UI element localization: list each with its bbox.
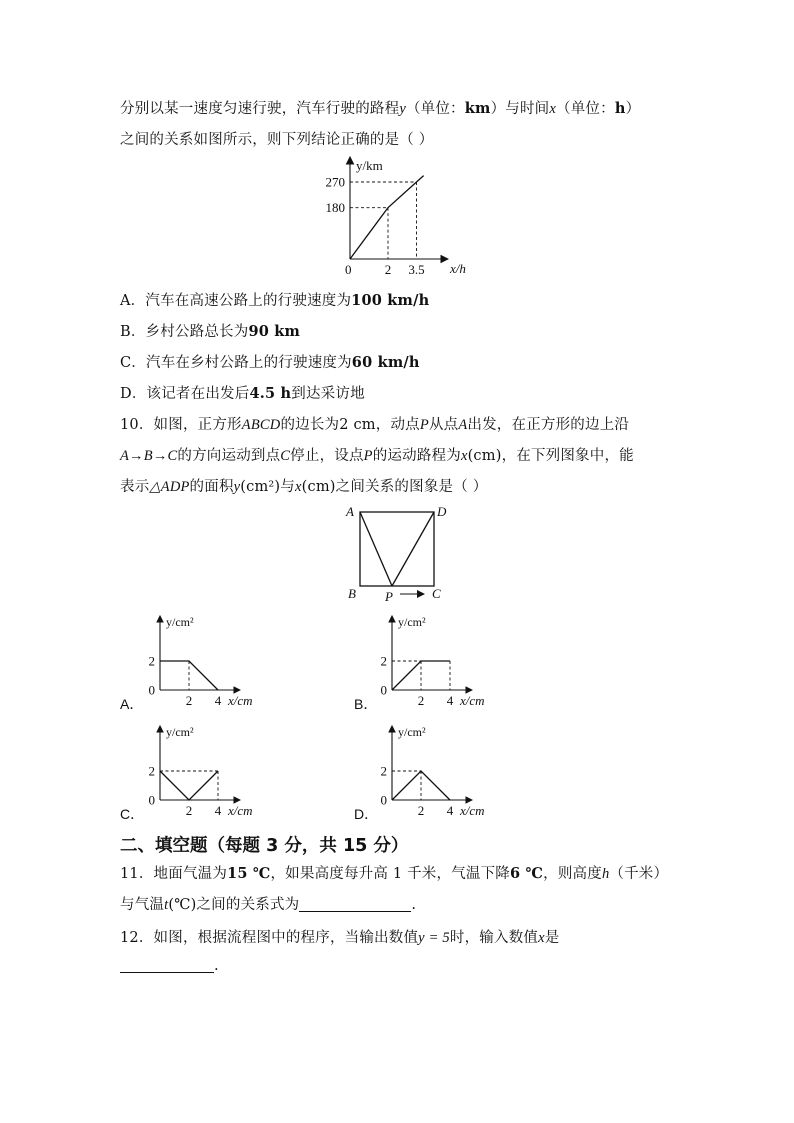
q9-option-b [120, 320, 300, 341]
q10-text: 的方向运动到点 [177, 448, 281, 464]
unit-cm: (cm) [301, 479, 336, 495]
q10-text: 出发，在正方形的边上沿 [467, 417, 630, 433]
q9-option-a [120, 289, 429, 310]
y-tick-label: 2 [148, 763, 155, 779]
q10-text: ，动点 [375, 417, 420, 433]
q10-text: ，在下列图象中，能 [501, 448, 634, 464]
option-text: 到达采访地 [291, 386, 365, 402]
unit-h: h [614, 100, 626, 117]
y-tick-label: 270 [325, 174, 345, 190]
section-title: 二、填空题（每题 3 分，共 15 分） [120, 836, 409, 856]
y-axis-label: y/cm² [398, 725, 426, 739]
origin-label: 0 [148, 792, 155, 808]
x-tick-label: 2 [417, 693, 425, 708]
option-value: 60 km/h [351, 354, 420, 371]
unit-km: km [464, 100, 491, 117]
q11-text: 11．地面气温为 [120, 866, 228, 882]
x-tick-label: 4 [446, 803, 454, 818]
answer-blank[interactable] [299, 897, 411, 912]
square-name: ABCD [241, 417, 281, 433]
choice-a-graph [140, 612, 280, 712]
q11-text: （千米） [609, 866, 669, 882]
var-x: x [295, 479, 302, 495]
q10-line-3 [120, 475, 487, 496]
q10-text: 表示 [120, 479, 150, 495]
q10-text: 停止，设点 [290, 448, 364, 464]
y-axis-label: y/km [356, 158, 383, 173]
q11-text: 之间的关系式为 [196, 897, 300, 913]
q11-text: ，如果高度每升高 1 千米，气温下降 [270, 866, 511, 882]
x-tick-label: 4 [214, 803, 222, 818]
choice-b-graph [372, 612, 512, 712]
q11-line-1 [120, 862, 668, 883]
q9-line-2: 之间的关系如图所示，则下列结论正确的是（ ） [120, 132, 434, 148]
y-axis-label: y/cm² [166, 615, 194, 629]
var-y: y [233, 479, 241, 495]
y-tick-label: 2 [380, 763, 387, 779]
q12-line-1 [120, 926, 559, 947]
q11-text: ，则高度 [543, 866, 602, 882]
origin-label: 0 [148, 682, 155, 698]
x-tick-label: 2 [384, 262, 392, 277]
choice-c-graph [140, 722, 280, 822]
q10-line-2 [120, 444, 634, 465]
choice-c-label: C． [120, 806, 145, 822]
y-tick-label: 2 [148, 653, 155, 669]
x-tick-label: 2 [185, 803, 193, 818]
segment-ap [360, 512, 392, 586]
option-text: C．汽车在乡村公路上的行驶速度为 [120, 355, 352, 371]
point-a: A [458, 417, 468, 433]
q11-text: 与气温 [120, 897, 165, 913]
var-x: x [538, 930, 545, 946]
q10-text: 的边长为 [280, 417, 340, 433]
unit-cm: (cm) [467, 448, 502, 464]
vertex-c-label: C [432, 586, 441, 601]
triangle-adp: △ADP [149, 479, 190, 495]
q11-text: . [411, 897, 417, 913]
x-axis-label: x/cm [228, 803, 253, 818]
option-value: 100 km/h [351, 292, 430, 309]
x-tick-label: 4 [446, 693, 454, 708]
origin-label: 0 [345, 262, 352, 277]
temp-drop: 6 ℃ [510, 865, 544, 882]
x-tick-label: 2 [417, 803, 425, 818]
output-equation: y = 5 [418, 930, 450, 946]
q12-text: 时，输入数值 [449, 930, 539, 946]
q10-line-1 [120, 413, 629, 434]
point-p: P [419, 417, 429, 433]
x-tick-label: 2 [185, 693, 193, 708]
x-axis-label: x/cm [460, 693, 485, 708]
origin-label: 0 [380, 792, 387, 808]
option-value: 4.5 h [249, 385, 292, 402]
q9-text: ）与时间 [490, 101, 550, 117]
q9-distance-time-graph [320, 155, 480, 280]
point-p: P [363, 448, 373, 464]
var-x: x [549, 101, 557, 117]
x-axis-label: x/cm [460, 803, 485, 818]
series-line [160, 771, 218, 800]
answer-blank[interactable] [120, 958, 214, 973]
q12-text: . [214, 958, 219, 974]
segment-dp [392, 512, 434, 586]
point-c: C [280, 448, 291, 464]
x-axis-label: x/h [450, 261, 466, 276]
unit-celsius: (℃) [168, 897, 197, 913]
q9-option-c [120, 351, 420, 372]
q10-text: 从点 [428, 417, 459, 433]
square-abcd [360, 512, 434, 586]
x-tick-label: 4 [214, 693, 222, 708]
var-t: t [164, 897, 169, 913]
choice-b-label: B． [354, 696, 378, 712]
path-abc: A→B→C [120, 448, 178, 464]
q12-line-2 [120, 958, 219, 974]
q9-text: 分别以某一速度匀速行驶，汽车行驶的路程 [120, 101, 400, 117]
q12-text: 是 [544, 930, 560, 946]
q10-text: 10．如图，正方形 [120, 417, 242, 433]
q10-text: 之间关系的图象是（ ） [335, 479, 488, 495]
choice-d-label: D． [354, 806, 379, 822]
origin-label: 0 [380, 682, 387, 698]
option-text: B．乡村公路总长为 [120, 324, 249, 340]
var-h: h [601, 866, 610, 882]
x-tick-label: 3.5 [408, 262, 425, 277]
option-value: 90 km [248, 323, 301, 340]
side-length: 2 cm [339, 417, 376, 433]
point-p-label: P [385, 589, 393, 604]
x-axis-label: x/cm [228, 693, 253, 708]
unit-cm2: (cm²) [240, 479, 281, 495]
vertex-b-label: B [348, 586, 356, 601]
option-text: A．汽车在高速公路上的行驶速度为 [120, 293, 352, 309]
vertex-d-label: D [437, 504, 447, 519]
choice-a-label: A． [120, 696, 144, 712]
choice-d-graph [372, 722, 512, 822]
y-axis-label: y/cm² [398, 615, 426, 629]
q9-option-d [120, 382, 365, 403]
y-tick-label: 2 [380, 653, 387, 669]
q9-line-1 [120, 97, 640, 118]
option-text: D．该记者在出发后 [120, 386, 250, 402]
q10-text: 的面积 [189, 479, 234, 495]
q10-text: 的运动路程为 [372, 448, 461, 464]
q12-text: 12．如图，根据流程图中的程序，当输出数值 [120, 930, 419, 946]
q10-square-diagram [340, 500, 460, 605]
series-line [350, 176, 424, 259]
var-x: x [460, 448, 468, 464]
q10-text: 与 [280, 479, 295, 495]
vertex-a-label: A [346, 504, 354, 519]
y-tick-label: 180 [325, 200, 345, 216]
temp-value: 15 ℃ [227, 865, 271, 882]
var-y: y [399, 101, 406, 117]
y-axis-label: y/cm² [166, 725, 194, 739]
q9-text: ） [625, 101, 641, 117]
q9-text: （单位： [556, 101, 615, 117]
q11-line-2 [120, 893, 416, 914]
q9-text: （单位： [405, 101, 465, 117]
